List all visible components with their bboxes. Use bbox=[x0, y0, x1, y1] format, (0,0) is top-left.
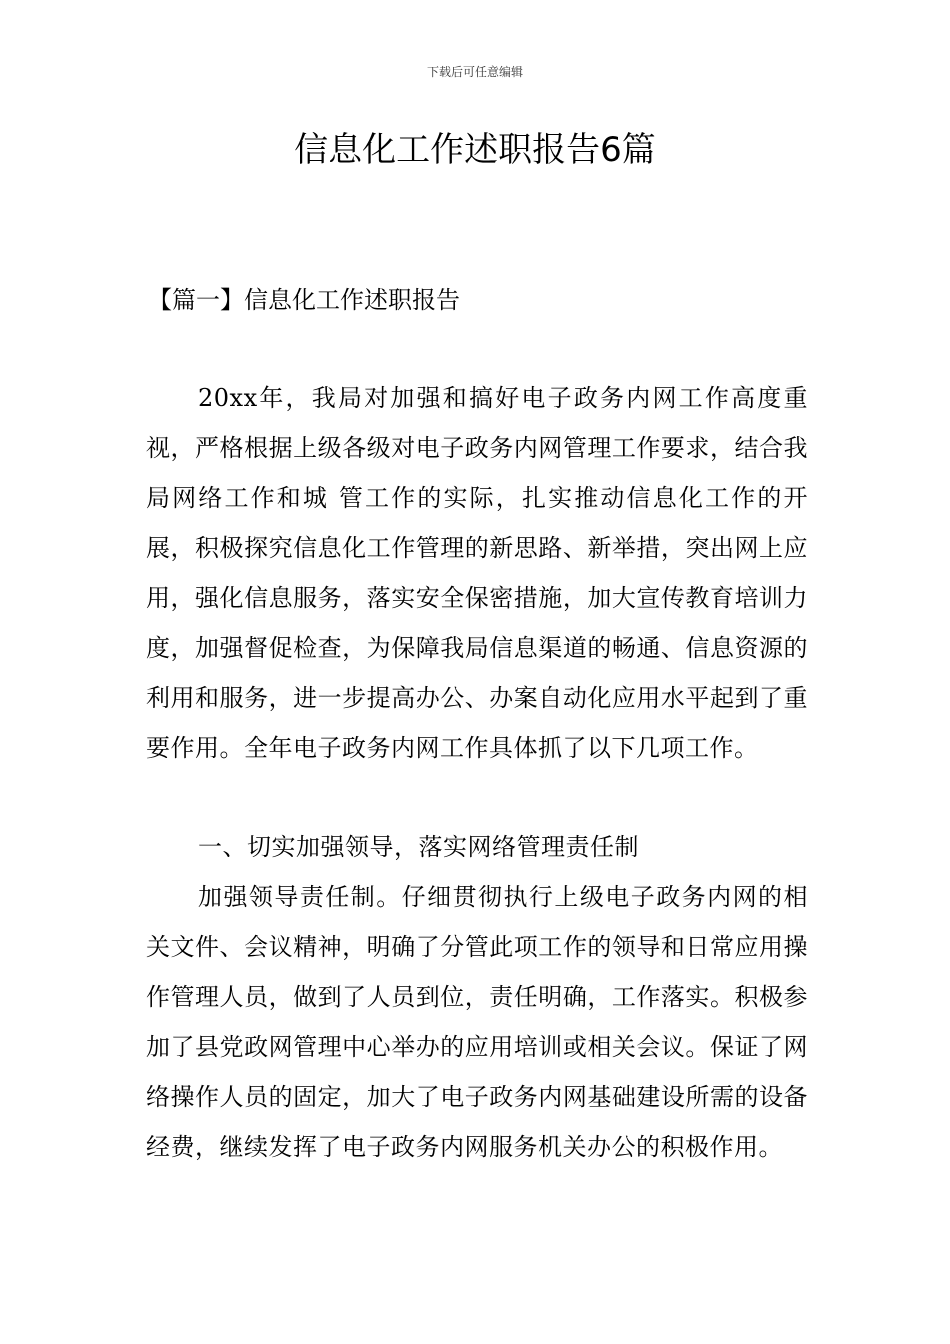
section-heading: 【篇一】信息化工作述职报告 bbox=[148, 286, 460, 314]
body-paragraph-intro: 20xx年，我局对加强和搞好电子政务内网工作高度重视，严格根据上级各级对电子政务内网管理工作要求，结合我局网络工作和城 管工作的实际，扎实推动信息化工作的开展，积极探究信息化工作管理的新思路、新举措，突出网上应用，强化信息服务，落实安全保密措施，加大宣传教育培训力度，加强督促检查，为保障我局信息渠道的畅通、信息资源的利用和服务，进一步提高办公、办案自动化应用水平起到了重要作用。全年电子政务内网工作具体抓了以下几项工作。 bbox=[146, 384, 808, 762]
document-title: 信息化工作述职报告6篇 bbox=[294, 130, 656, 170]
header-note: 下载后可任意编辑 bbox=[426, 65, 523, 79]
subheading-leadership: 一、切实加强领导，落实网络管理责任制 bbox=[198, 833, 639, 861]
body-paragraph-responsibility: 加强领导责任制。仔细贯彻执行上级电子政务内网的相关文件、会议精神，明确了分管此项工作的领导和日常应用操作管理人员，做到了人员到位，责任明确，工作落实。积极参加了县党政网管理中心举办的应用培训或相关会议。保证了网络操作人员的固定，加大了电子政务内网基础建设所需的设备经费，继续发挥了电子政务内网服务机关办公的积极作用。 bbox=[146, 883, 808, 1161]
